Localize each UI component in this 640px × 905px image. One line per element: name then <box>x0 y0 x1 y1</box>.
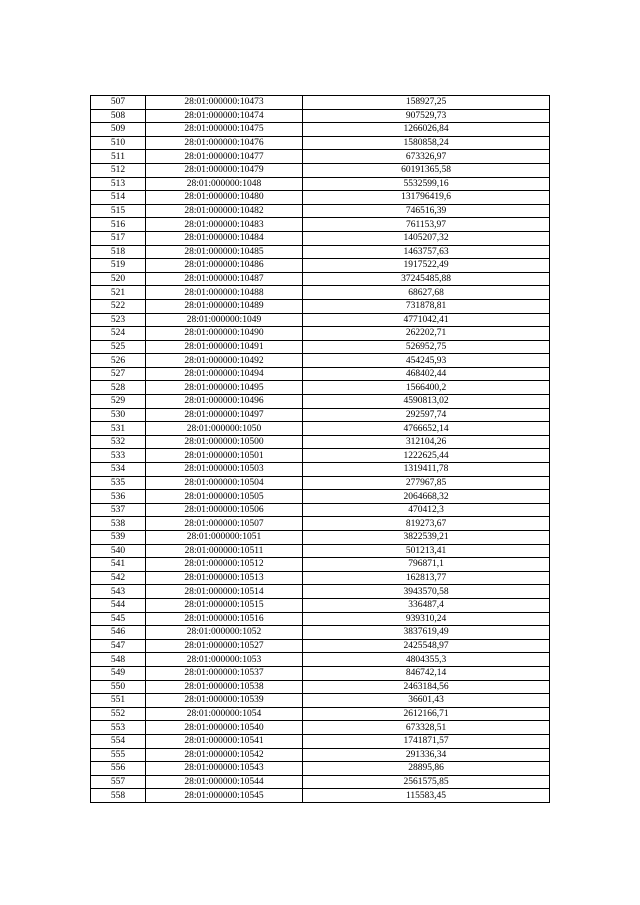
table-row <box>91 231 550 245</box>
row-number-cell: 558 <box>91 789 146 803</box>
row-number-cell: 534 <box>91 463 146 477</box>
cadastral-number-cell: 28:01:000000:10476 <box>146 136 303 150</box>
table-row <box>91 354 550 368</box>
value-cell: 746516,39 <box>303 204 550 218</box>
table-row <box>91 762 550 776</box>
cadastral-number-cell: 28:01:000000:10475 <box>146 123 303 137</box>
table-row <box>91 612 550 626</box>
value-cell: 4804355,3 <box>303 653 550 667</box>
row-number-cell: 518 <box>91 245 146 259</box>
row-number-cell: 531 <box>91 422 146 436</box>
table-row <box>91 327 550 341</box>
cadastral-number-cell: 28:01:000000:10527 <box>146 639 303 653</box>
value-cell: 4590813,02 <box>303 395 550 409</box>
value-cell: 277967,85 <box>303 476 550 490</box>
value-cell: 5532599,16 <box>303 177 550 191</box>
value-cell: 4771042,41 <box>303 313 550 327</box>
cadastral-number-cell: 28:01:000000:10515 <box>146 598 303 612</box>
cadastral-number-cell: 28:01:000000:10544 <box>146 775 303 789</box>
cadastral-number-cell: 28:01:000000:10497 <box>146 408 303 422</box>
value-cell: 939310,24 <box>303 612 550 626</box>
cadastral-number-cell: 28:01:000000:1053 <box>146 653 303 667</box>
row-number-cell: 545 <box>91 612 146 626</box>
row-number-cell: 536 <box>91 490 146 504</box>
table-row <box>91 666 550 680</box>
value-cell: 468402,44 <box>303 367 550 381</box>
table-row <box>91 422 550 436</box>
row-number-cell: 541 <box>91 558 146 572</box>
table-row <box>91 218 550 232</box>
cadastral-number-cell: 28:01:000000:10486 <box>146 259 303 273</box>
value-cell: 501213,41 <box>303 544 550 558</box>
table-row <box>91 150 550 164</box>
table-row <box>91 531 550 545</box>
table-row <box>91 272 550 286</box>
row-number-cell: 556 <box>91 762 146 776</box>
table-row <box>91 408 550 422</box>
table-row <box>91 748 550 762</box>
cadastral-number-cell: 28:01:000000:1048 <box>146 177 303 191</box>
value-cell: 1222625,44 <box>303 449 550 463</box>
value-cell: 292597,74 <box>303 408 550 422</box>
table-row <box>91 96 550 110</box>
row-number-cell: 508 <box>91 109 146 123</box>
table-row <box>91 259 550 273</box>
value-cell: 28895,86 <box>303 762 550 776</box>
table-row <box>91 123 550 137</box>
row-number-cell: 515 <box>91 204 146 218</box>
value-cell: 1319411,78 <box>303 463 550 477</box>
row-number-cell: 513 <box>91 177 146 191</box>
value-cell: 761153,97 <box>303 218 550 232</box>
cadastral-number-cell: 28:01:000000:10490 <box>146 327 303 341</box>
table-row <box>91 789 550 803</box>
cadastral-number-cell: 28:01:000000:10505 <box>146 490 303 504</box>
row-number-cell: 526 <box>91 354 146 368</box>
cadastral-number-cell: 28:01:000000:1054 <box>146 707 303 721</box>
cadastral-number-cell: 28:01:000000:10514 <box>146 585 303 599</box>
table-row <box>91 299 550 313</box>
table-row <box>91 775 550 789</box>
table-row <box>91 163 550 177</box>
value-cell: 2425548,97 <box>303 639 550 653</box>
cadastral-number-cell: 28:01:000000:1049 <box>146 313 303 327</box>
row-number-cell: 546 <box>91 626 146 640</box>
value-cell: 162813,77 <box>303 571 550 585</box>
value-cell: 673328,51 <box>303 721 550 735</box>
row-number-cell: 528 <box>91 381 146 395</box>
cadastral-number-cell: 28:01:000000:10511 <box>146 544 303 558</box>
table-row <box>91 476 550 490</box>
cadastral-number-cell: 28:01:000000:10473 <box>146 96 303 110</box>
row-number-cell: 514 <box>91 191 146 205</box>
value-cell: 1463757,63 <box>303 245 550 259</box>
cadastral-number-cell: 28:01:000000:10541 <box>146 734 303 748</box>
cadastral-number-cell: 28:01:000000:10501 <box>146 449 303 463</box>
row-number-cell: 529 <box>91 395 146 409</box>
table-body <box>91 96 550 803</box>
table-row <box>91 381 550 395</box>
table-row <box>91 286 550 300</box>
cadastral-number-cell: 28:01:000000:10491 <box>146 340 303 354</box>
cadastral-number-cell: 28:01:000000:1052 <box>146 626 303 640</box>
value-cell: 68627,68 <box>303 286 550 300</box>
table-row <box>91 517 550 531</box>
cadastral-number-cell: 28:01:000000:1051 <box>146 531 303 545</box>
table-row <box>91 544 550 558</box>
value-cell: 2463184,56 <box>303 680 550 694</box>
cadastral-number-cell: 28:01:000000:10513 <box>146 571 303 585</box>
value-cell: 454245,93 <box>303 354 550 368</box>
value-cell: 60191365,58 <box>303 163 550 177</box>
row-number-cell: 544 <box>91 598 146 612</box>
row-number-cell: 542 <box>91 571 146 585</box>
row-number-cell: 549 <box>91 666 146 680</box>
row-number-cell: 543 <box>91 585 146 599</box>
row-number-cell: 535 <box>91 476 146 490</box>
cadastral-number-cell: 28:01:000000:10495 <box>146 381 303 395</box>
row-number-cell: 511 <box>91 150 146 164</box>
value-cell: 158927,25 <box>303 96 550 110</box>
table-row <box>91 395 550 409</box>
row-number-cell: 512 <box>91 163 146 177</box>
cadastral-number-cell: 28:01:000000:10542 <box>146 748 303 762</box>
cadastral-number-cell: 28:01:000000:10484 <box>146 231 303 245</box>
cadastral-number-cell: 28:01:000000:10474 <box>146 109 303 123</box>
row-number-cell: 521 <box>91 286 146 300</box>
value-cell: 846742,14 <box>303 666 550 680</box>
row-number-cell: 547 <box>91 639 146 653</box>
value-cell: 1580858,24 <box>303 136 550 150</box>
value-cell: 262202,71 <box>303 327 550 341</box>
value-cell: 2064668,32 <box>303 490 550 504</box>
cadastral-number-cell: 28:01:000000:10492 <box>146 354 303 368</box>
value-cell: 673326,97 <box>303 150 550 164</box>
value-cell: 36601,43 <box>303 694 550 708</box>
row-number-cell: 509 <box>91 123 146 137</box>
table-row <box>91 680 550 694</box>
table-row <box>91 558 550 572</box>
row-number-cell: 538 <box>91 517 146 531</box>
cadastral-number-cell: 28:01:000000:10516 <box>146 612 303 626</box>
table-row <box>91 571 550 585</box>
value-cell: 291336,34 <box>303 748 550 762</box>
value-cell: 37245485,88 <box>303 272 550 286</box>
table-row <box>91 136 550 150</box>
table-row <box>91 490 550 504</box>
value-cell: 4766652,14 <box>303 422 550 436</box>
row-number-cell: 548 <box>91 653 146 667</box>
table-row <box>91 626 550 640</box>
row-number-cell: 519 <box>91 259 146 273</box>
table-row <box>91 177 550 191</box>
row-number-cell: 551 <box>91 694 146 708</box>
value-cell: 2561575,85 <box>303 775 550 789</box>
table-row <box>91 585 550 599</box>
cadastral-number-cell: 28:01:000000:10480 <box>146 191 303 205</box>
row-number-cell: 523 <box>91 313 146 327</box>
cadastral-number-cell: 28:01:000000:1050 <box>146 422 303 436</box>
value-cell: 3943570,58 <box>303 585 550 599</box>
row-number-cell: 522 <box>91 299 146 313</box>
cadastral-number-cell: 28:01:000000:10507 <box>146 517 303 531</box>
value-cell: 1566400,2 <box>303 381 550 395</box>
table-row <box>91 313 550 327</box>
cadastral-number-cell: 28:01:000000:10485 <box>146 245 303 259</box>
row-number-cell: 524 <box>91 327 146 341</box>
row-number-cell: 554 <box>91 734 146 748</box>
table-row <box>91 340 550 354</box>
cadastral-number-cell: 28:01:000000:10496 <box>146 395 303 409</box>
row-number-cell: 539 <box>91 531 146 545</box>
value-cell: 526952,75 <box>303 340 550 354</box>
cadastral-number-cell: 28:01:000000:10537 <box>146 666 303 680</box>
cadastral-number-cell: 28:01:000000:10482 <box>146 204 303 218</box>
row-number-cell: 540 <box>91 544 146 558</box>
row-number-cell: 557 <box>91 775 146 789</box>
cadastral-number-cell: 28:01:000000:10543 <box>146 762 303 776</box>
value-cell: 312104,26 <box>303 435 550 449</box>
value-cell: 131796419,6 <box>303 191 550 205</box>
row-number-cell: 507 <box>91 96 146 110</box>
row-number-cell: 533 <box>91 449 146 463</box>
value-cell: 1917522,49 <box>303 259 550 273</box>
cadastral-number-cell: 28:01:000000:10512 <box>146 558 303 572</box>
table-row <box>91 503 550 517</box>
row-number-cell: 520 <box>91 272 146 286</box>
cadastral-number-cell: 28:01:000000:10503 <box>146 463 303 477</box>
cadastral-number-cell: 28:01:000000:10488 <box>146 286 303 300</box>
table-row <box>91 598 550 612</box>
value-cell: 115583,45 <box>303 789 550 803</box>
row-number-cell: 516 <box>91 218 146 232</box>
cadastral-number-cell: 28:01:000000:10539 <box>146 694 303 708</box>
value-cell: 2612166,71 <box>303 707 550 721</box>
cadastral-number-cell: 28:01:000000:10538 <box>146 680 303 694</box>
table-row <box>91 653 550 667</box>
cadastral-number-cell: 28:01:000000:10500 <box>146 435 303 449</box>
cadastral-number-cell: 28:01:000000:10540 <box>146 721 303 735</box>
value-cell: 819273,67 <box>303 517 550 531</box>
value-cell: 796871,1 <box>303 558 550 572</box>
cadastral-value-table <box>90 95 550 803</box>
value-cell: 907529,73 <box>303 109 550 123</box>
row-number-cell: 530 <box>91 408 146 422</box>
cadastral-number-cell: 28:01:000000:10487 <box>146 272 303 286</box>
value-cell: 336487,4 <box>303 598 550 612</box>
row-number-cell: 552 <box>91 707 146 721</box>
cadastral-number-cell: 28:01:000000:10483 <box>146 218 303 232</box>
table-row <box>91 707 550 721</box>
table-row <box>91 435 550 449</box>
row-number-cell: 553 <box>91 721 146 735</box>
row-number-cell: 555 <box>91 748 146 762</box>
value-cell: 3837619,49 <box>303 626 550 640</box>
cadastral-number-cell: 28:01:000000:10504 <box>146 476 303 490</box>
table-row <box>91 639 550 653</box>
value-cell: 1741871,57 <box>303 734 550 748</box>
cadastral-number-cell: 28:01:000000:10506 <box>146 503 303 517</box>
table-row <box>91 367 550 381</box>
row-number-cell: 510 <box>91 136 146 150</box>
row-number-cell: 532 <box>91 435 146 449</box>
table-row <box>91 463 550 477</box>
value-cell: 1266026,84 <box>303 123 550 137</box>
row-number-cell: 550 <box>91 680 146 694</box>
table-row <box>91 449 550 463</box>
row-number-cell: 517 <box>91 231 146 245</box>
table-row <box>91 245 550 259</box>
value-cell: 3822539,21 <box>303 531 550 545</box>
value-cell: 470412,3 <box>303 503 550 517</box>
table-row <box>91 109 550 123</box>
table-row <box>91 204 550 218</box>
row-number-cell: 537 <box>91 503 146 517</box>
table-row <box>91 694 550 708</box>
cadastral-number-cell: 28:01:000000:10545 <box>146 789 303 803</box>
table-row <box>91 721 550 735</box>
cadastral-number-cell: 28:01:000000:10494 <box>146 367 303 381</box>
value-cell: 1405207,32 <box>303 231 550 245</box>
cadastral-number-cell: 28:01:000000:10479 <box>146 163 303 177</box>
cadastral-number-cell: 28:01:000000:10489 <box>146 299 303 313</box>
table-row <box>91 191 550 205</box>
table-row <box>91 734 550 748</box>
row-number-cell: 525 <box>91 340 146 354</box>
cadastral-number-cell: 28:01:000000:10477 <box>146 150 303 164</box>
row-number-cell: 527 <box>91 367 146 381</box>
value-cell: 731878,81 <box>303 299 550 313</box>
